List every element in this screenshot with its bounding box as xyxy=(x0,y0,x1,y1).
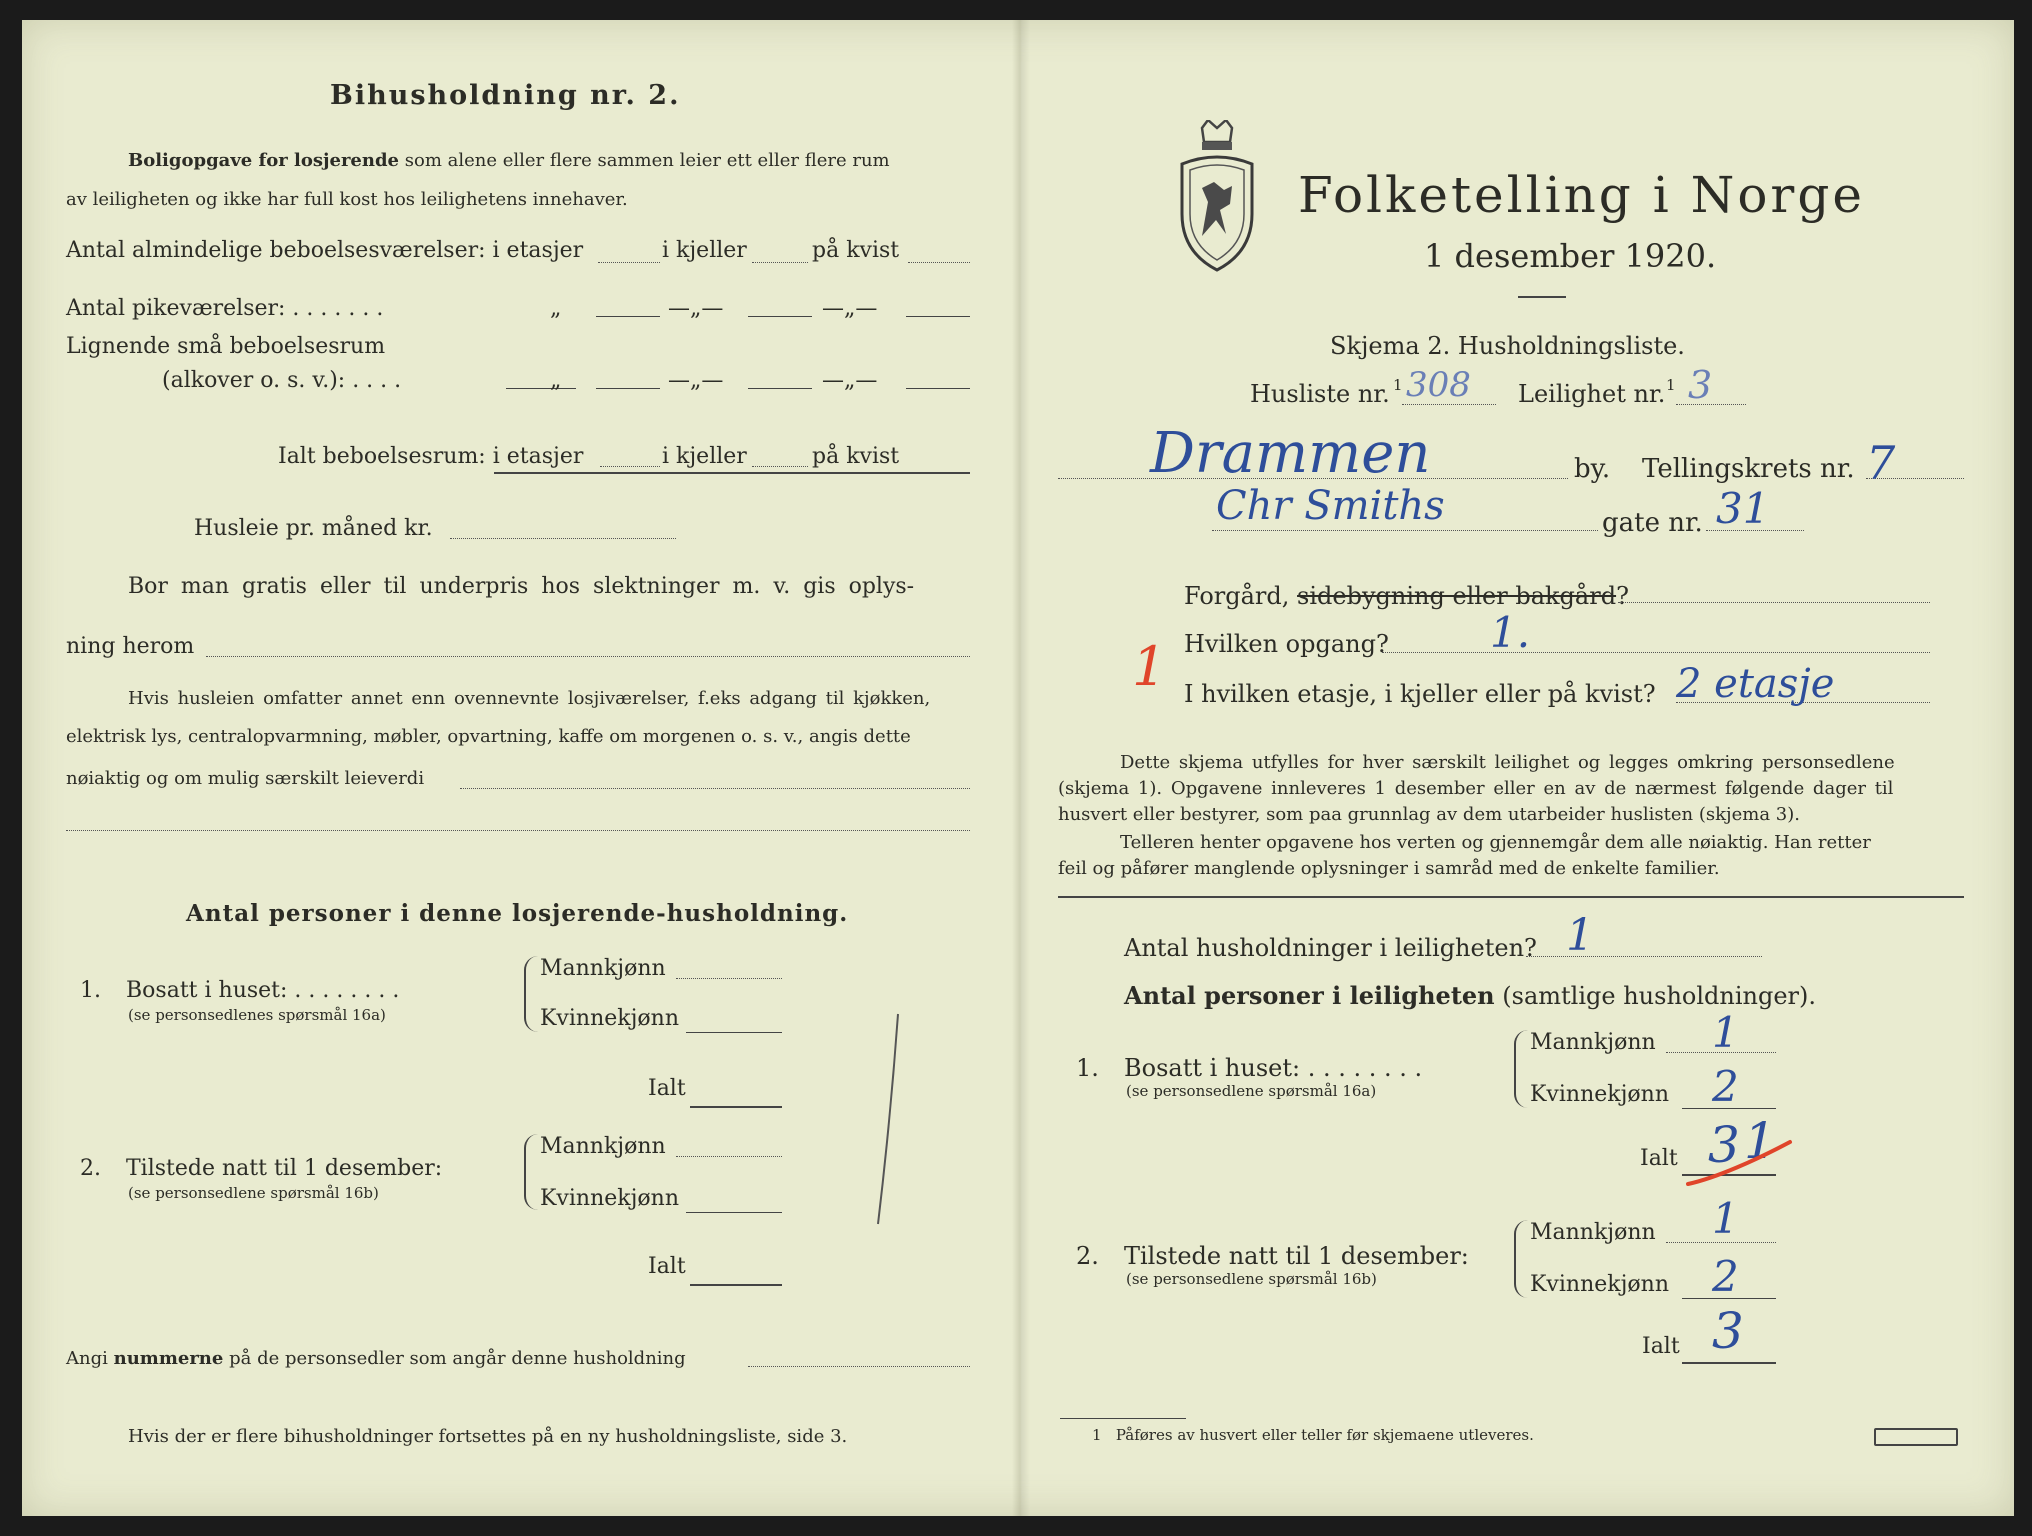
hush-label: Antal husholdninger i leiligheten? xyxy=(1124,934,1537,962)
row1-kjeller-field[interactable] xyxy=(752,262,808,263)
husleie-field[interactable] xyxy=(450,538,676,539)
right-q1-num: 1. xyxy=(1076,1054,1099,1082)
left-persons-title: Antal personer i denne losjerende-husholdning. xyxy=(186,900,849,927)
gate-label: gate nr. xyxy=(1602,508,1703,538)
ialt-label: Ialt beboelsesrum: i etasjer xyxy=(278,444,584,469)
hvis-line-1: Hvis husleien omfatter annet enn ovennevnte losjiværelser, f.eks adgang til kjøkken, xyxy=(128,688,931,709)
info-line-4: Telleren henter opgavene hos verten og gjennemgår dem alle nøiaktig. Han retter xyxy=(1120,832,1871,853)
right-q1-kvinne-value: 2 xyxy=(1712,1062,1739,1111)
krets-value: 7 xyxy=(1866,436,1896,490)
right-q1-ialt-correction: 1 xyxy=(1744,1112,1776,1170)
ialt-kjeller-field[interactable] xyxy=(752,466,808,467)
row2-kjeller-field[interactable] xyxy=(748,316,812,317)
row1-kjeller-label: i kjeller xyxy=(662,238,747,263)
title-rule xyxy=(1518,296,1566,298)
left-q2-label: Tilstede natt til 1 desember: xyxy=(126,1156,443,1181)
left-q1-ialt-label: Ialt xyxy=(648,1076,686,1101)
info-line-2: (skjema 1). Opgavene innleveres 1 desember eller en av de nærmest følgende dager til xyxy=(1058,778,1894,799)
right-q1-ialt-value: 3 xyxy=(1708,1116,1740,1174)
row3-ditto-1: „ xyxy=(550,368,562,393)
printer-stamp xyxy=(1874,1428,1958,1446)
leilighet-value: 3 xyxy=(1688,363,1713,407)
left-q1-sub: (se personsedlenes spørsmål 16a) xyxy=(128,1006,386,1024)
row3-label-2: (alkover o. s. v.): . . . . xyxy=(162,368,402,393)
row3-ditto-3: —„— xyxy=(822,368,878,393)
leieverdi-field[interactable] xyxy=(460,788,970,789)
row3-kvist-field[interactable] xyxy=(906,388,970,389)
left-q2-num: 2. xyxy=(80,1156,101,1181)
intro-rest: som alene eller flere sammen leier ett eller flere rum xyxy=(404,150,890,171)
husliste-label: Husliste nr. xyxy=(1250,380,1390,408)
angi-pre: Angi xyxy=(66,1348,108,1369)
angi-field[interactable] xyxy=(748,1366,970,1367)
etasje-label: I hvilken etasje, i kjeller eller på kvist? xyxy=(1184,680,1656,708)
hvis-line-3: nøiaktig og om mulig særskilt leieverdi xyxy=(66,768,425,789)
row2-label: Antal pikeværelser: . . . . . . . xyxy=(66,296,384,321)
street-value: Chr Smiths xyxy=(1216,483,1445,529)
right-q2-num: 2. xyxy=(1076,1242,1099,1270)
city-value: Drammen xyxy=(1150,421,1431,486)
right-q1-sub: (se personsedlene spørsmål 16a) xyxy=(1126,1082,1377,1100)
left-q2-kvinne-field[interactable] xyxy=(686,1212,782,1213)
row1-etasjer-field[interactable] xyxy=(598,262,660,263)
row3-ditto-2: —„— xyxy=(668,368,724,393)
pencil-stroke-mark xyxy=(870,1010,910,1230)
hush-value: 1 xyxy=(1566,910,1594,961)
footnote-rule xyxy=(1060,1418,1186,1419)
right-q1-ialt-label: Ialt xyxy=(1640,1146,1678,1171)
left-q1-kvinne-field[interactable] xyxy=(686,1032,782,1033)
left-title: Bihusholdning nr. 2. xyxy=(330,80,681,111)
right-q2-ialt-value: 3 xyxy=(1712,1302,1744,1360)
street-field[interactable] xyxy=(1212,530,1598,531)
left-q1-brace xyxy=(524,956,538,1032)
row3-line-a xyxy=(506,388,576,389)
row2-ditto-1: „ xyxy=(550,296,562,321)
right-q2-sub: (se personsedlene spørsmål 16b) xyxy=(1126,1270,1377,1288)
red-check-mark xyxy=(1686,1138,1796,1188)
row2-etasjer-field[interactable] xyxy=(596,316,660,317)
info-line-3: husvert eller bestyrer, som paa grunnlag av dem utarbeider huslisten (skjema 3). xyxy=(1058,804,1800,825)
margin-red-mark: 1 xyxy=(1132,635,1167,698)
forgard-label: Forgård, xyxy=(1184,582,1290,610)
hush-field[interactable] xyxy=(1526,956,1762,957)
angi-rest: på de personsedler som angår denne husholdning xyxy=(229,1348,686,1369)
right-q1-kvinne-label: Kvinnekjønn xyxy=(1530,1082,1669,1107)
gate-value: 31 xyxy=(1716,484,1770,533)
opgang-label: Hvilken opgang? xyxy=(1184,630,1389,658)
right-q2-kvinne-label: Kvinnekjønn xyxy=(1530,1272,1669,1297)
forgard-field[interactable] xyxy=(1618,602,1930,603)
right-q1-brace xyxy=(1514,1030,1528,1108)
left-q1-label: Bosatt i huset: . . . . . . . . xyxy=(126,978,400,1003)
husleie-label: Husleie pr. måned kr. xyxy=(194,516,433,541)
gratis-line-1: Bor man gratis eller til underpris hos slektninger m. v. gis oplys- xyxy=(128,574,915,599)
info-line-1: Dette skjema utfylles for hver særskilt leilighet og legges omkring personsedlene xyxy=(1120,752,1895,773)
intro-line-2: av leiligheten og ikke har full kost hos leilighetens innehaver. xyxy=(66,189,628,210)
forgard-struck: sidebygning eller bakgård xyxy=(1297,582,1617,610)
opgang-value: 1. xyxy=(1490,608,1531,657)
left-q1-mann-field[interactable] xyxy=(676,978,782,979)
right-title: Folketelling i Norge xyxy=(1298,166,1865,224)
opgang-field[interactable] xyxy=(1382,652,1930,653)
persons-bold: Antal personer i leiligheten xyxy=(1124,981,1495,1010)
row2-ditto-2: —„— xyxy=(668,296,724,321)
etasje-value: 2 etasje xyxy=(1676,661,1835,707)
footnote xyxy=(1092,1428,1534,1443)
leilighet-footnote-mark: 1 xyxy=(1666,376,1676,394)
row2-ditto-3: —„— xyxy=(822,296,878,321)
right-q2-label: Tilstede natt til 1 desember: xyxy=(1124,1242,1469,1270)
census-date: 1 desember 1920. xyxy=(1424,237,1717,275)
right-q1-label: Bosatt i huset: . . . . . . . . xyxy=(1124,1054,1423,1082)
gratis-line-2: ning herom xyxy=(66,634,195,659)
left-q2-mann-field[interactable] xyxy=(676,1156,782,1157)
forgard-q: ? xyxy=(1616,582,1629,610)
leieverdi-field-2[interactable] xyxy=(66,830,970,831)
row1-kvist-field[interactable] xyxy=(908,262,970,263)
row3-label-1: Lignende små beboelsesrum xyxy=(66,334,386,359)
left-footer: Hvis der er flere bihusholdninger fortsettes på en ny husholdningsliste, side 3. xyxy=(128,1426,848,1447)
intro-bold: Boligopgave for losjerende xyxy=(128,150,400,171)
left-q2-ialt-label: Ialt xyxy=(648,1254,686,1279)
left-q2-sub: (se personsedlene spørsmål 16b) xyxy=(128,1184,379,1202)
ialt-kjeller-label: i kjeller xyxy=(662,444,747,469)
skjema-label: Skjema 2. Husholdningsliste. xyxy=(1330,332,1685,360)
by-label: by. xyxy=(1574,454,1611,484)
left-q2-brace xyxy=(524,1134,538,1210)
forgard-line xyxy=(1184,584,1629,608)
persons-line xyxy=(1124,981,1817,1010)
info-rule xyxy=(1058,896,1964,898)
row3-etasjer-field[interactable] xyxy=(596,388,660,389)
intro-line-1 xyxy=(128,152,890,170)
hvis-line-2: elektrisk lys, centralopvarmning, møbler, opvartning, kaffe om morgenen o. s. v., angis dette xyxy=(66,726,911,747)
gratis-field[interactable] xyxy=(206,656,970,657)
row3-kjeller-field[interactable] xyxy=(748,388,812,389)
left-q1-kvinne-label: Kvinnekjønn xyxy=(540,1006,679,1031)
right-q2-ialt-field[interactable] xyxy=(1682,1362,1776,1364)
row2-kvist-field[interactable] xyxy=(906,316,970,317)
angi-line xyxy=(66,1350,686,1368)
left-q2-ialt-field[interactable] xyxy=(690,1284,782,1286)
row1-kvist-label: på kvist xyxy=(812,238,900,263)
right-q2-brace xyxy=(1514,1220,1528,1298)
coat-of-arms-icon xyxy=(1172,120,1262,272)
angi-bold: nummerne xyxy=(113,1348,224,1369)
right-q2-ialt-label: Ialt xyxy=(1642,1334,1680,1359)
footnote-text: Påføres av husvert eller teller før skjemaene utleveres. xyxy=(1115,1426,1534,1444)
right-q2-kvinne-value: 2 xyxy=(1712,1252,1739,1301)
krets-label: Tellingskrets nr. xyxy=(1642,454,1855,484)
right-q2-mann-value: 1 xyxy=(1712,1194,1739,1243)
right-q1-mann-value: 1 xyxy=(1712,1008,1739,1057)
left-q1-mann-label: Mannkjønn xyxy=(540,956,666,981)
persons-rest: (samtlige husholdninger). xyxy=(1502,982,1817,1010)
footnote-mark: 1 xyxy=(1092,1426,1102,1444)
ialt-kvist-label: på kvist xyxy=(812,444,900,469)
left-q2-kvinne-label: Kvinnekjønn xyxy=(540,1186,679,1211)
ialt-etasjer-field[interactable] xyxy=(600,466,660,467)
right-q1-mann-label: Mannkjønn xyxy=(1530,1030,1656,1055)
left-q1-ialt-field[interactable] xyxy=(690,1106,782,1108)
row1-label: Antal almindelige beboelsesværelser: i etasjer xyxy=(66,238,584,263)
husliste-value: 308 xyxy=(1406,365,1471,405)
page-fold xyxy=(1012,20,1030,1516)
info-line-5: feil og påfører manglende oplysninger i samråd med de enkelte familier. xyxy=(1058,858,1720,879)
right-q2-mann-label: Mannkjønn xyxy=(1530,1220,1656,1245)
left-q2-mann-label: Mannkjønn xyxy=(540,1134,666,1159)
husliste-footnote-mark: 1 xyxy=(1393,376,1403,394)
ialt-underline xyxy=(494,472,970,474)
left-q1-num: 1. xyxy=(80,978,101,1003)
leilighet-label: Leilighet nr. xyxy=(1518,380,1666,408)
